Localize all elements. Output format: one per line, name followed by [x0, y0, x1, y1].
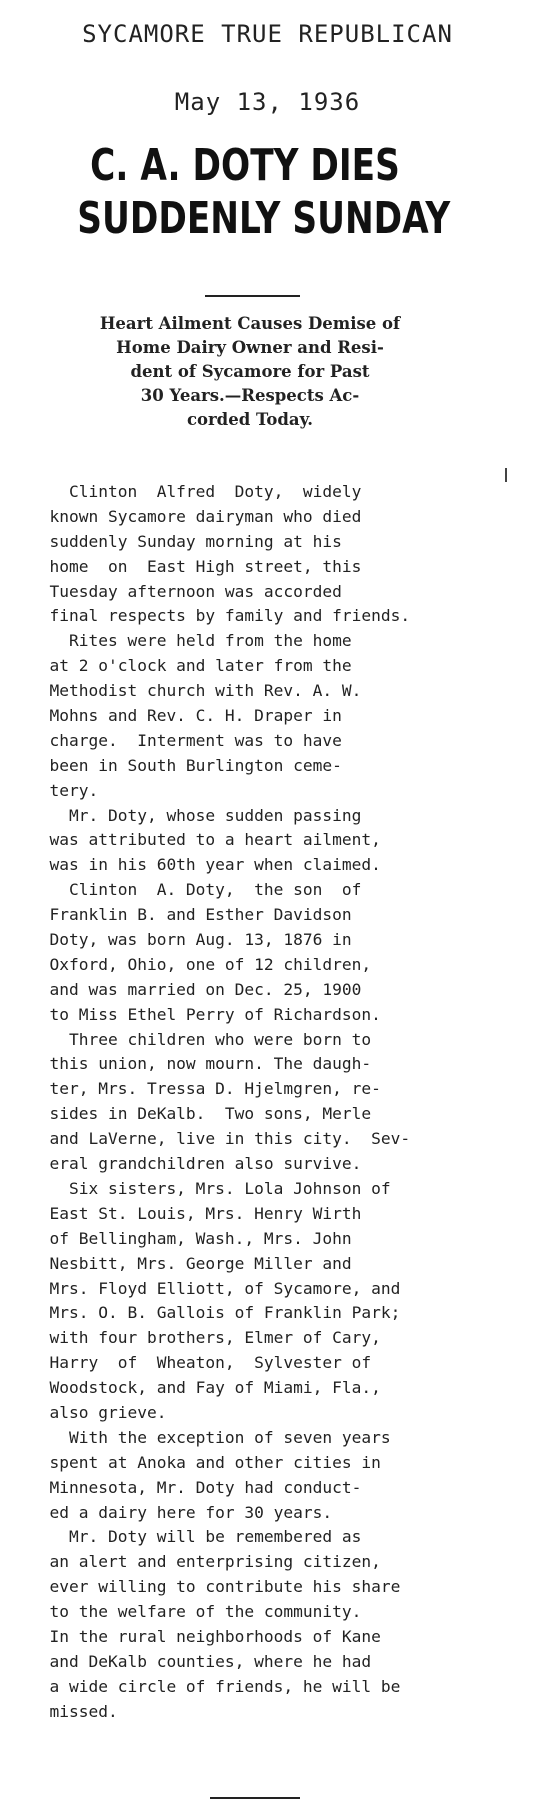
article-line: Clinton A. Doty, the son of — [30, 880, 362, 900]
article-line: Tuesday afternoon was accorded — [30, 581, 342, 601]
subheadline-line: dent of Sycamore for Past — [130, 362, 370, 381]
article-line: Minnesota, Mr. Doty had conduct- — [30, 1477, 362, 1497]
article-line: a wide circle of friends, he will be — [30, 1676, 401, 1696]
subheadline — [40, 312, 460, 432]
article-line: In the rural neighborhoods of Kane — [30, 1626, 381, 1646]
subheadline-line: 30 Years.—Respects Ac- — [140, 386, 360, 405]
article-line: and LaVerne, live in this city. Sev- — [30, 1129, 411, 1149]
article-line: Doty, was born Aug. 13, 1876 in — [30, 930, 352, 950]
article-line: of Bellingham, Wash., Mrs. John — [30, 1228, 352, 1248]
article-line: Rites were held from the home — [30, 631, 352, 651]
edge-mark — [505, 468, 507, 482]
article-line: with four brothers, Elmer of Cary, — [30, 1328, 381, 1348]
article-line: sides in DeKalb. Two sons, Merle — [30, 1104, 372, 1124]
article-line: an alert and enterprising citizen, — [30, 1552, 381, 1572]
article-line: Oxford, Ohio, one of 12 children, — [30, 954, 372, 974]
subheadline-line: Home Dairy Owner and Resi- — [116, 338, 384, 357]
article-line: Mrs. O. B. Gallois of Franklin Park; — [30, 1303, 401, 1323]
article-line: Mohns and Rev. C. H. Draper in — [30, 706, 342, 726]
end-rule — [210, 1797, 300, 1799]
article-line: Mr. Doty, whose sudden passing — [30, 805, 362, 825]
article-line: Mr. Doty will be remembered as — [30, 1527, 362, 1547]
headline — [77, 140, 451, 246]
publication-date: May 13, 1936 — [174, 88, 361, 116]
article-line: known Sycamore dairyman who died — [30, 506, 362, 526]
subheadline-line: corded Today. — [186, 410, 314, 429]
article-line: Woodstock, and Fay of Miami, Fla., — [30, 1378, 381, 1398]
article-line: was attributed to a heart ailment, — [30, 830, 381, 850]
article-line: East St. Louis, Mrs. Henry Wirth — [30, 1203, 362, 1223]
article-line: With the exception of seven years — [30, 1427, 391, 1447]
article-line: also grieve. — [30, 1402, 167, 1422]
article-line: eral grandchildren also survive. — [30, 1154, 362, 1174]
article-line: suddenly Sunday morning at his — [30, 531, 342, 551]
article-line: and DeKalb counties, where he had — [30, 1651, 372, 1671]
article-line: to the welfare of the community. — [30, 1602, 362, 1622]
article-line: Six sisters, Mrs. Lola Johnson of — [30, 1178, 391, 1198]
headline-line: SUDDENLY SUNDAY — [77, 192, 451, 244]
article-line: tery. — [30, 780, 99, 800]
divider-rule — [205, 295, 300, 297]
subheadline-line: Heart Ailment Causes Demise of — [99, 314, 401, 333]
article-line: to Miss Ethel Perry of Richardson. — [30, 1004, 381, 1024]
article-line: Nesbitt, Mrs. George Miller and — [30, 1253, 352, 1273]
article-line: at 2 o'clock and later from the — [30, 656, 352, 676]
article-line: ever willing to contribute his share — [30, 1577, 401, 1597]
article-line: Harry of Wheaton, Sylvester of — [30, 1353, 372, 1373]
article-line: Clinton Alfred Doty, widely — [30, 482, 362, 501]
article-line: Methodist church with Rev. A. W. — [30, 681, 362, 701]
article-line: been in South Burlington ceme- — [30, 755, 342, 775]
article-line: was in his 60th year when claimed. — [30, 855, 381, 875]
article-line: this union, now mourn. The daugh- — [30, 1054, 372, 1074]
article-line: Franklin B. and Esther Davidson — [30, 905, 352, 925]
article-line: ter, Mrs. Tressa D. Hjelmgren, re- — [30, 1079, 381, 1099]
article-line: missed. — [30, 1701, 118, 1721]
article-line: Three children who were born to — [30, 1029, 372, 1049]
article-body — [30, 480, 470, 1725]
article-line: charge. Interment was to have — [30, 730, 342, 750]
article-line: final respects by family and friends. — [30, 606, 411, 626]
headline-line: C. A. DOTY DIES — [90, 140, 400, 191]
article-line: home on East High street, this — [30, 556, 362, 576]
newspaper-name: SYCAMORE TRUE REPUBLICAN — [82, 20, 453, 48]
article-line: Mrs. Floyd Elliott, of Sycamore, and — [30, 1278, 401, 1298]
article-line: ed a dairy here for 30 years. — [30, 1502, 333, 1522]
article-line: spent at Anoka and other cities in — [30, 1452, 381, 1472]
article-line: and was married on Dec. 25, 1900 — [30, 979, 362, 999]
